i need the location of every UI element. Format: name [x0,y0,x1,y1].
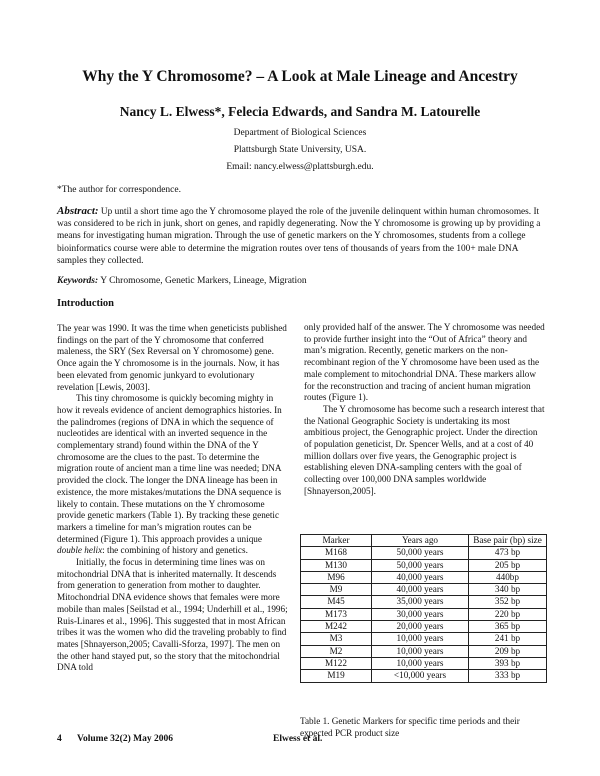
table-cell: 220 bp [469,608,547,620]
table-cell: 40,000 years [372,584,469,596]
paragraph: Initially, the focus in determining time lines was on mitochondrial DNA that is inherited maternally. It descends from generation to generation from mother to daughter. Mitochondrial DNA evidence shows that females were more mobile than males [Seilstad et al., 1994; Underhill et al., 1996; Ruis-Linares et al., 1996]. This suggested that in most African tribes it was the women who did the traveling probably to find mates [Shnayerson,2005; Cavalli-Sforza, 1997]. The men on the other hand stayed put, so the story that the mitochondrial DNA told [57,557,288,673]
paragraph [57,393,289,557]
genetic-markers-table [300,534,547,683]
running-author: Elwess et al. [273,734,323,744]
paragraph: The year was 1990. It was the time when geneticists published findings on the part of the Y chromosome that conferred maleness, the SRY (Sex Reversal on Y chromosome) gene. Once again the Y chromosome is in the journals. Now, it has been elevated from genomic junkyard to evolutionary revelation [Lewis, 2003]. [57,323,287,392]
table-cell: 241 bp [469,633,547,645]
table-row [301,645,547,657]
table-row [301,571,547,583]
table-cell: M96 [301,571,372,583]
table-cell: M3 [301,633,372,645]
table-cell: 365 bp [469,621,547,633]
affiliation-department: Department of Biological Sciences [233,128,367,138]
table-cell: M168 [301,547,372,559]
table-header-row [301,535,547,547]
table-row [301,633,547,645]
paper-title: Why the Y Chromosome? – A Look at Male Lineage and Ancestry [82,68,518,85]
table-cell: M130 [301,559,372,571]
affiliation-email: Email: nancy.elwess@plattsburgh.edu. [226,162,374,172]
table-row [301,657,547,669]
table-row [301,547,547,559]
table-cell: 340 bp [469,584,547,596]
italic-term: double helix [57,545,103,556]
table-row [301,608,547,620]
column-header: Base pair (bp) size [469,535,547,547]
table-body [301,547,547,682]
abstract-text: Up until a short time ago the Y chromosome played the role of the juvenile delinquent within human chromosomes. It was considered to be rich in junk, short on genes, and rapidly degenerating. Now the Y chromosome is growing up by providing a means for investigating human migration. Through the use of genetic markers on the Y chromosomes, students from a college bioinformatics course were able to determine the migration routes over tens of thousands of years from the 100+ male DNA samples they collected. [57,207,541,266]
table-cell: 20,000 years [372,621,469,633]
column-header: Years ago [372,535,469,547]
paragraph-text: This tiny chromosome is quickly becoming mighty in how it reveals evidence of ancient demographics histories. In the palindromes (regions of DNA in which the sequence of nucleotides are identical with an inverted sequence in the complementary strand) found within the DNA of the Y chromosome are the clues to the past. To determine the migration route of ancient man a time line was needed; DNA provided the clock. The longer the DNA lineage has been in existence, the more mistakes/mutations the DNA sequence is likely to contain. These mutations on the Y chromosome provide genetic markers (Table 1). By tracking these genetic markers a timeline for man’s migration routes can be determined (Figure 1). This approach provides a unique [57,393,282,544]
table-cell: 352 bp [469,596,547,608]
table-cell: M9 [301,584,372,596]
journal-volume: Volume 32(2) May 2006 [77,734,173,744]
table-row [301,559,547,571]
table-row [301,670,547,682]
table-cell: 333 bp [469,670,547,682]
keywords-text: Y Chromosome, Genetic Markers, Lineage, Migration [100,276,307,286]
table-cell: M122 [301,657,372,669]
table-cell: M45 [301,596,372,608]
table-cell: 209 bp [469,645,547,657]
table-cell: 50,000 years [372,547,469,559]
table-cell: M19 [301,670,372,682]
correspondence-note: *The author for correspondence. [57,185,181,195]
table-cell: M242 [301,621,372,633]
left-column [57,323,289,674]
table-cell: 10,000 years [372,645,469,657]
right-column [304,322,547,498]
table-cell: 50,000 years [372,559,469,571]
table-cell: 10,000 years [372,633,469,645]
table-cell: M173 [301,608,372,620]
paragraph: The Y chromosome has become such a research interest that the National Geographic Society is undertaking its most ambitious project, the Genographic project. Under the direction of population geneticist, Dr. Spencer Wells, and at a cost of 40 million dollars over five years, the Genographic project is establishing eleven DNA-sampling centers with the goal of collecting over 100,000 DNA samples worldwide [Shnayerson,2005]. [304,403,545,496]
table-cell: 35,000 years [372,596,469,608]
table-cell: 393 bp [469,657,547,669]
keywords-label: Keywords: [57,276,99,286]
table-cell: M2 [301,645,372,657]
abstract [57,205,547,267]
paragraph-text-end: : the combining of history and genetics. [102,545,248,556]
table-row [301,584,547,596]
table-cell: 205 bp [469,559,547,571]
table-cell: 440bp [469,571,547,583]
paragraph: only provided half of the answer. The Y chromosome was needed to provide further insight into the “Out of Africa” theory and man’s migration. Recently, genetic markers on the non-recombinant region of the Y chromosome have been used as the male complement to mitochondrial DNA. These markers allow for the reconstruction and tracing of ancient human migration routes (Figure 1). [304,322,545,403]
column-header: Marker [301,535,372,547]
keywords [57,276,307,286]
table-cell: <10,000 years [372,670,469,682]
section-heading-introduction: Introduction [57,298,114,309]
page-number: 4 [57,734,62,744]
abstract-label: Abstract: [57,205,99,217]
table-cell: 10,000 years [372,657,469,669]
table-cell: 473 bp [469,547,547,559]
author-list: Nancy L. Elwess*, Felecia Edwards, and Sandra M. Latourelle [119,104,481,119]
table-row [301,621,547,633]
table-caption: Table 1. Genetic Markers for specific time periods and their expected PCR product size [300,716,520,738]
table-cell: 40,000 years [372,571,469,583]
affiliation-university: Plattsburgh State University, USA. [233,145,367,155]
table-cell: 30,000 years [372,608,469,620]
table-row [301,596,547,608]
